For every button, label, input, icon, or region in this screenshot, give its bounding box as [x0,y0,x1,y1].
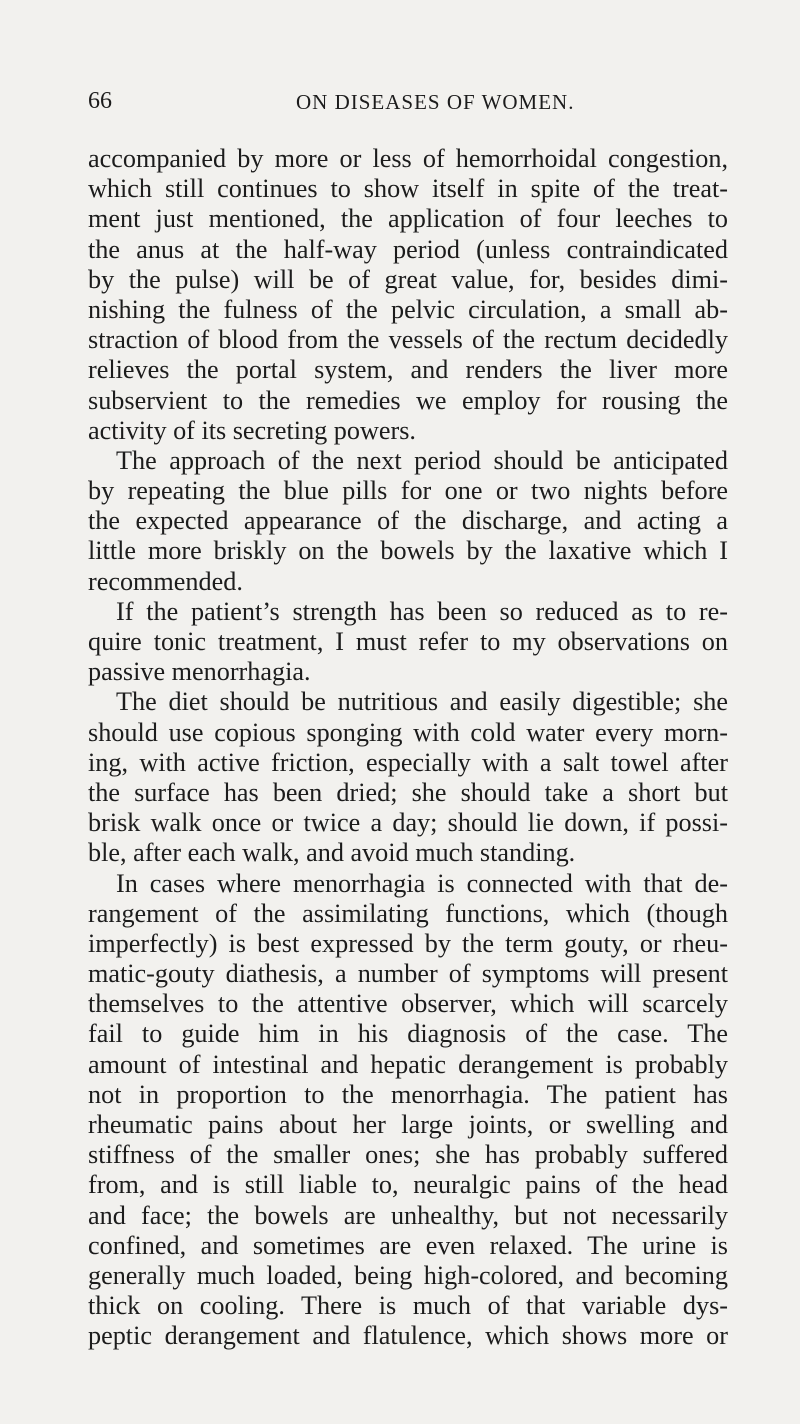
text-line: matic-gouty diathesis, a number of symptoms will present [88,959,728,989]
text-line: which still continues to show itself in spite of the treat- [88,174,728,204]
text-line: ing, with active friction, especially with a salt towel after [88,747,728,777]
text-line: generally much loaded, being high-colored, and becoming [88,1260,728,1290]
text-line: the surface has been dried; she should take a short but [88,777,728,807]
text-line: rangement of the assimilating functions, which (though [88,898,728,928]
text-line: not in proportion to the menorrhagia. The patient has [88,1079,728,1109]
text-line: accompanied by more or less of hemorrhoidal congestion, [88,144,728,173]
text-line: brisk walk once or twice a day; should lie down, if possi- [88,808,728,838]
text-line: the anus at the half-way period (unless contraindicated [88,234,728,264]
text-line: and face; the bowels are unhealthy, but not necessarily [88,1200,728,1230]
text-line: fail to guide him in his diagnosis of the case. The [88,1019,728,1049]
text-line: thick on cooling. There is much of that variable dys- [88,1291,728,1321]
page-number: 66 [88,88,112,114]
text-line: amount of intestinal and hepatic derangement is probably [88,1049,728,1079]
text-line: nishing the fulness of the pelvic circulation, a small ab- [88,294,728,324]
text-line: little more briskly on the bowels by the laxative which I [88,536,728,566]
running-title: ON DISEASES OF WOMEN. [296,90,575,114]
body-text [88,144,728,1352]
text-line: confined, and sometimes are even relaxed. The urine is [88,1230,728,1260]
text-line: In cases where menorrhagia is connected with that de- [116,868,728,898]
text-line: ment just mentioned, the application of four leeches to [88,204,728,234]
text-line: ble, after each walk, and avoid much standing. [88,838,576,868]
running-head [88,88,728,118]
text-line: recommended. [88,566,243,596]
text-line: straction of blood from the vessels of the rectum decidedly [88,325,728,355]
text-line: by repeating the blue pills for one or two nights before [88,476,728,506]
text-line: passive menorrhagia. [88,657,311,687]
text-line: stiffness of the smaller ones; she has probably suffered [88,1140,728,1170]
text-line: by the pulse) will be of great value, for, besides dimi- [88,264,728,294]
text-line: The diet should be nutritious and easily digestible; she [116,687,728,717]
text-line: imperfectly) is best expressed by the term gouty, or rheu- [88,928,728,958]
text-line: The approach of the next period should be anticipated [116,445,728,475]
text-line: should use copious sponging with cold water every morn- [88,717,728,747]
text-line: the expected appearance of the discharge, and acting a [88,506,728,536]
text-line: peptic derangement and flatulence, which shows more or [88,1321,728,1351]
text-line: If the patient’s strength has been so reduced as to re- [116,596,728,626]
text-line: themselves to the attentive observer, which will scarcely [88,989,728,1019]
text-line: relieves the portal system, and renders the liver more [88,355,728,385]
text-line: from, and is still liable to, neuralgic pains of the head [88,1170,728,1200]
text-line: activity of its secreting powers. [88,415,416,445]
text-line: subservient to the remedies we employ for rousing the [88,385,728,415]
text-line: rheumatic pains about her large joints, or swelling and [88,1110,728,1139]
text-line: quire tonic treatment, I must refer to my observations on [88,627,728,656]
